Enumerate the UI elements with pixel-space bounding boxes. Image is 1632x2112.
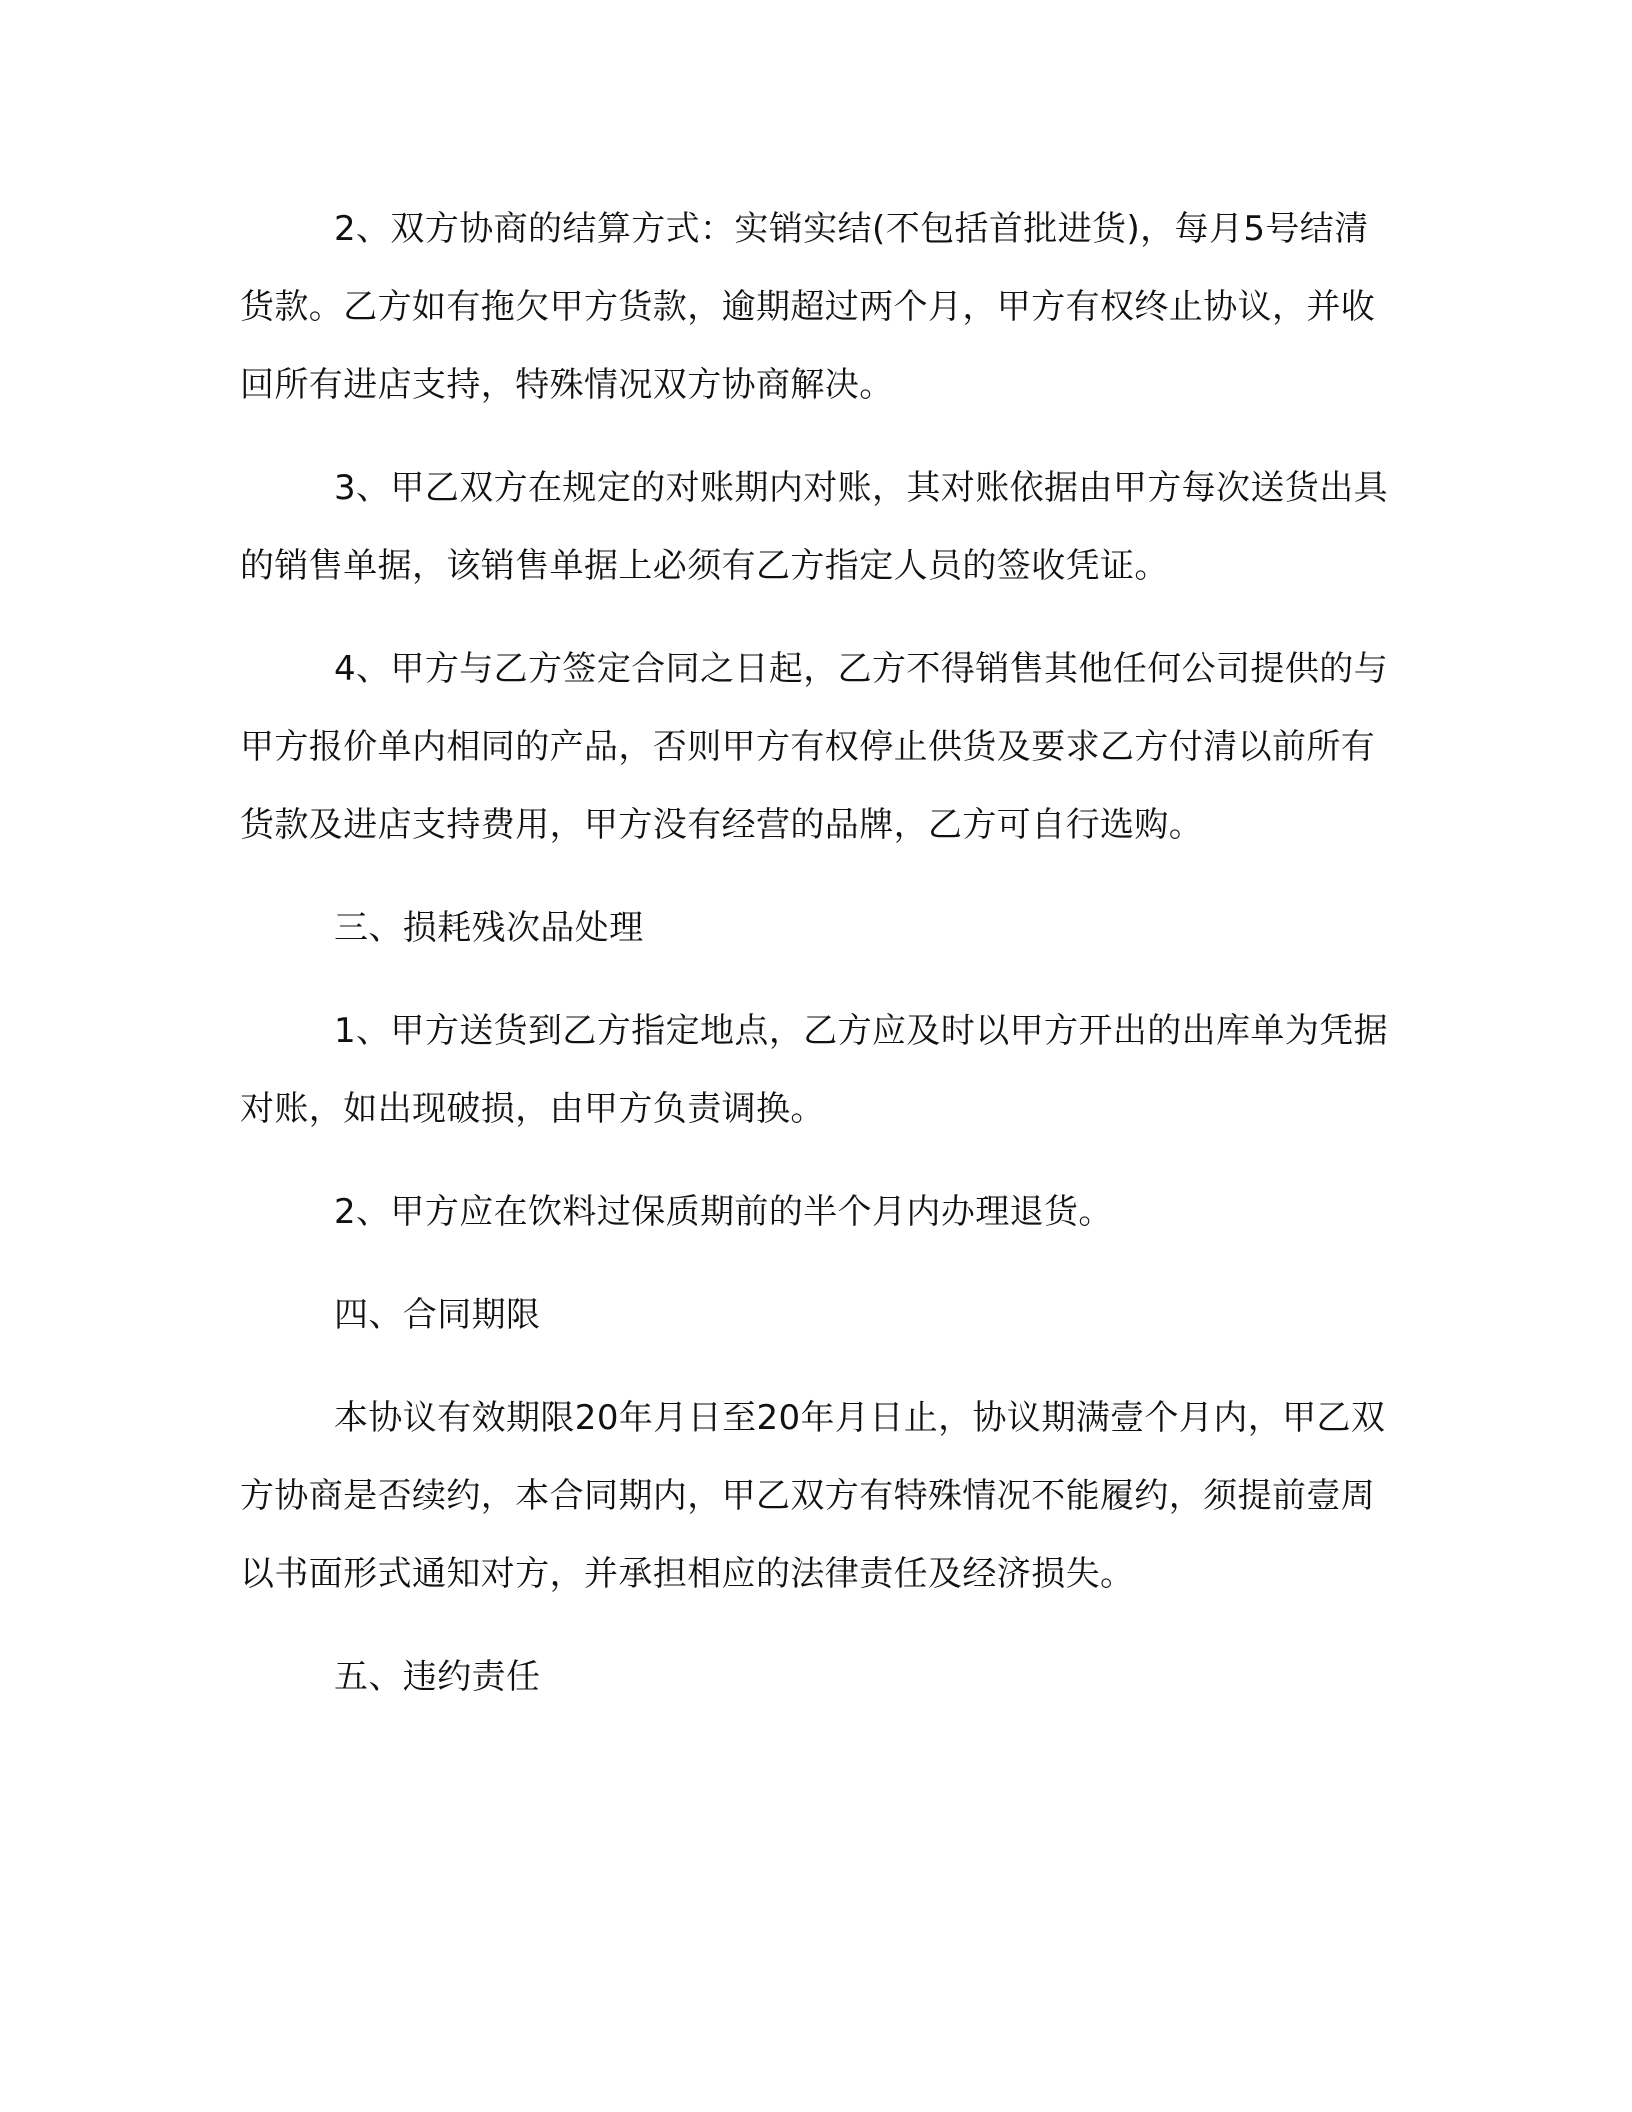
paragraph-term: 本协议有效期限20年月日至20年月日止，协议期满壹个月内，甲乙双方协商是否续约，本合同期内，甲乙双方有特殊情况不能履约，须提前壹周以书面形式通知对方，并承担相应的法律责任及经济损失。: [240, 1398, 1386, 1594]
document-body: [240, 190, 1400, 1716]
paragraph-exclusivity: 4、甲方与乙方签定合同之日起，乙方不得销售其他任何公司提供的与甲方报价单内相同的产品，否则甲方有权停止供货及要求乙方付清以前所有货款及进店支持费用，甲方没有经营的品牌，乙方可自行选购。: [240, 649, 1389, 845]
paragraph-settlement: 2、双方协商的结算方式：实销实结(不包括首批进货)，每月5号结清货款。乙方如有拖欠甲方货款，逾期超过两个月，甲方有权终止协议，并收回所有进店支持，特殊情况双方协商解决。: [240, 209, 1376, 405]
section-heading-term: 四、合同期限: [334, 1295, 541, 1335]
paragraph-damage: 1、甲方送货到乙方指定地点，乙方应及时以甲方开出的出库单为凭据对账，如出现破损，由甲方负责调换。: [240, 1011, 1389, 1129]
section-heading-defective: 三、损耗残次品处理: [334, 908, 644, 948]
paragraph-returns: 2、甲方应在饮料过保质期前的半个月内办理退货。: [334, 1192, 1113, 1232]
section-heading-liability: 五、违约责任: [334, 1657, 541, 1697]
paragraph-reconciliation: 3、甲乙双方在规定的对账期内对账，其对账依据由甲方每次送货出具的销售单据，该销售单据上必须有乙方指定人员的签收凭证。: [240, 468, 1389, 586]
